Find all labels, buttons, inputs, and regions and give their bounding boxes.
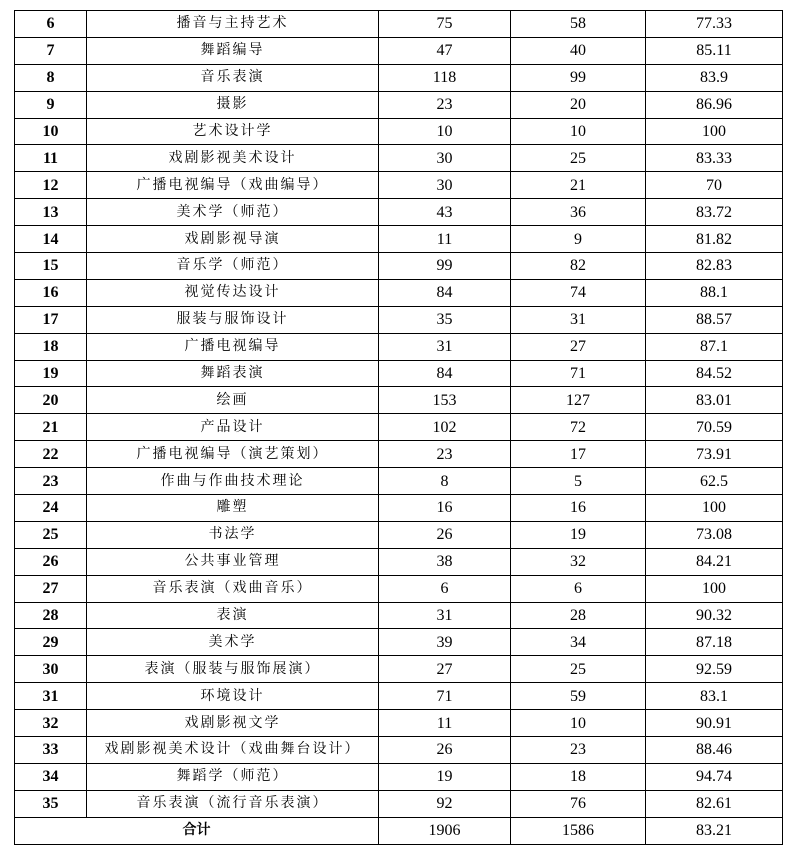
col3-value: 99 [379,253,511,280]
col5-value: 88.1 [646,279,783,306]
col4-value: 10 [511,710,646,737]
col4-value: 20 [511,91,646,118]
col4-value: 31 [511,306,646,333]
col3-value: 84 [379,360,511,387]
table-row [15,172,783,199]
col4-value: 32 [511,548,646,575]
col3-value: 31 [379,333,511,360]
program-name: 音乐表演（戏曲音乐） [87,575,379,602]
table-row [15,387,783,414]
col3-value: 30 [379,172,511,199]
col4-value: 36 [511,199,646,226]
program-name: 产品设计 [87,414,379,441]
col3-value: 38 [379,548,511,575]
program-name: 戏剧影视导演 [87,226,379,253]
row-number: 14 [15,226,87,253]
col5-value: 85.11 [646,37,783,64]
col4-value: 71 [511,360,646,387]
table-row [15,333,783,360]
col5-value: 83.1 [646,683,783,710]
total-col4: 1586 [511,817,646,844]
row-number: 18 [15,333,87,360]
table-row [15,226,783,253]
row-number: 32 [15,710,87,737]
col5-value: 100 [646,495,783,522]
col3-value: 23 [379,91,511,118]
col4-value: 34 [511,629,646,656]
col5-value: 100 [646,118,783,145]
program-name: 舞蹈学（师范） [87,763,379,790]
col3-value: 39 [379,629,511,656]
program-name: 服装与服饰设计 [87,306,379,333]
table-row [15,360,783,387]
col4-value: 127 [511,387,646,414]
row-number: 35 [15,790,87,817]
col3-value: 8 [379,468,511,495]
program-name: 视觉传达设计 [87,279,379,306]
col5-value: 84.52 [646,360,783,387]
col5-value: 94.74 [646,763,783,790]
program-name: 戏剧影视美术设计（戏曲舞台设计） [87,737,379,764]
table-row [15,279,783,306]
row-number: 6 [15,11,87,38]
row-number: 26 [15,548,87,575]
col5-value: 83.72 [646,199,783,226]
col3-value: 11 [379,226,511,253]
program-name: 书法学 [87,521,379,548]
program-name: 雕塑 [87,495,379,522]
row-number: 8 [15,64,87,91]
col5-value: 81.82 [646,226,783,253]
row-number: 11 [15,145,87,172]
table-row [15,656,783,683]
row-number: 9 [15,91,87,118]
program-name: 公共事业管理 [87,548,379,575]
col4-value: 16 [511,495,646,522]
row-number: 7 [15,37,87,64]
total-row [15,817,783,844]
table-row [15,118,783,145]
col5-value: 62.5 [646,468,783,495]
col5-value: 70 [646,172,783,199]
row-number: 24 [15,495,87,522]
col4-value: 28 [511,602,646,629]
row-number: 19 [15,360,87,387]
table-row [15,441,783,468]
col3-value: 118 [379,64,511,91]
table-row [15,521,783,548]
table-row [15,145,783,172]
col4-value: 40 [511,37,646,64]
program-name: 音乐表演 [87,64,379,91]
col3-value: 75 [379,11,511,38]
col3-value: 16 [379,495,511,522]
col5-value: 87.18 [646,629,783,656]
program-name: 表演（服装与服饰展演） [87,656,379,683]
row-number: 27 [15,575,87,602]
table-row [15,11,783,38]
total-col3: 1906 [379,817,511,844]
col3-value: 31 [379,602,511,629]
row-number: 13 [15,199,87,226]
col5-value: 90.91 [646,710,783,737]
row-number: 15 [15,253,87,280]
col3-value: 71 [379,683,511,710]
col3-value: 92 [379,790,511,817]
program-name: 音乐学（师范） [87,253,379,280]
col4-value: 19 [511,521,646,548]
col5-value: 73.08 [646,521,783,548]
table-row [15,548,783,575]
col3-value: 26 [379,521,511,548]
row-number: 23 [15,468,87,495]
col5-value: 100 [646,575,783,602]
col5-value: 87.1 [646,333,783,360]
row-number: 30 [15,656,87,683]
table-body [15,11,783,845]
table-row [15,414,783,441]
table-row [15,629,783,656]
table-row [15,575,783,602]
col4-value: 18 [511,763,646,790]
col4-value: 99 [511,64,646,91]
col3-value: 43 [379,199,511,226]
row-number: 22 [15,441,87,468]
col3-value: 84 [379,279,511,306]
col5-value: 92.59 [646,656,783,683]
row-number: 20 [15,387,87,414]
table-row [15,710,783,737]
table-row [15,306,783,333]
program-name: 播音与主持艺术 [87,11,379,38]
row-number: 17 [15,306,87,333]
row-number: 25 [15,521,87,548]
col5-value: 88.46 [646,737,783,764]
col3-value: 6 [379,575,511,602]
col5-value: 83.9 [646,64,783,91]
program-name: 戏剧影视文学 [87,710,379,737]
row-number: 21 [15,414,87,441]
col3-value: 19 [379,763,511,790]
program-name: 环境设计 [87,683,379,710]
program-name: 摄影 [87,91,379,118]
col3-value: 23 [379,441,511,468]
col4-value: 9 [511,226,646,253]
table-row [15,683,783,710]
col5-value: 88.57 [646,306,783,333]
program-name: 美术学（师范） [87,199,379,226]
col5-value: 84.21 [646,548,783,575]
col4-value: 10 [511,118,646,145]
row-number: 28 [15,602,87,629]
col4-value: 25 [511,145,646,172]
col3-value: 47 [379,37,511,64]
program-name: 舞蹈表演 [87,360,379,387]
col5-value: 83.33 [646,145,783,172]
col5-value: 70.59 [646,414,783,441]
col5-value: 73.91 [646,441,783,468]
program-name: 广播电视编导 [87,333,379,360]
col3-value: 153 [379,387,511,414]
col3-value: 35 [379,306,511,333]
row-number: 34 [15,763,87,790]
col4-value: 74 [511,279,646,306]
row-number: 33 [15,737,87,764]
col3-value: 30 [379,145,511,172]
col5-value: 86.96 [646,91,783,118]
col5-value: 82.83 [646,253,783,280]
col3-value: 11 [379,710,511,737]
col4-value: 76 [511,790,646,817]
program-name: 艺术设计学 [87,118,379,145]
col5-value: 90.32 [646,602,783,629]
col4-value: 58 [511,11,646,38]
row-number: 12 [15,172,87,199]
col4-value: 23 [511,737,646,764]
table-row [15,737,783,764]
col3-value: 102 [379,414,511,441]
program-name: 舞蹈编导 [87,37,379,64]
program-name: 广播电视编导（演艺策划） [87,441,379,468]
col4-value: 5 [511,468,646,495]
col4-value: 6 [511,575,646,602]
table-row [15,602,783,629]
col3-value: 26 [379,737,511,764]
row-number: 29 [15,629,87,656]
row-number: 16 [15,279,87,306]
col4-value: 27 [511,333,646,360]
table-row [15,253,783,280]
table-row [15,199,783,226]
program-name: 广播电视编导（戏曲编导） [87,172,379,199]
col4-value: 17 [511,441,646,468]
col4-value: 72 [511,414,646,441]
col4-value: 21 [511,172,646,199]
program-name: 美术学 [87,629,379,656]
col3-value: 10 [379,118,511,145]
row-number: 31 [15,683,87,710]
table-row [15,64,783,91]
col4-value: 25 [511,656,646,683]
table-row [15,763,783,790]
program-name: 表演 [87,602,379,629]
col3-value: 27 [379,656,511,683]
table-row [15,37,783,64]
total-col5: 83.21 [646,817,783,844]
col4-value: 82 [511,253,646,280]
program-name: 绘画 [87,387,379,414]
row-number: 10 [15,118,87,145]
table-row [15,790,783,817]
table-row [15,468,783,495]
col5-value: 82.61 [646,790,783,817]
program-name: 作曲与作曲技术理论 [87,468,379,495]
col5-value: 77.33 [646,11,783,38]
table-row [15,495,783,522]
total-label: 合计 [15,817,379,844]
program-name: 音乐表演（流行音乐表演） [87,790,379,817]
col5-value: 83.01 [646,387,783,414]
program-name: 戏剧影视美术设计 [87,145,379,172]
table-row [15,91,783,118]
data-table [14,10,783,845]
col4-value: 59 [511,683,646,710]
